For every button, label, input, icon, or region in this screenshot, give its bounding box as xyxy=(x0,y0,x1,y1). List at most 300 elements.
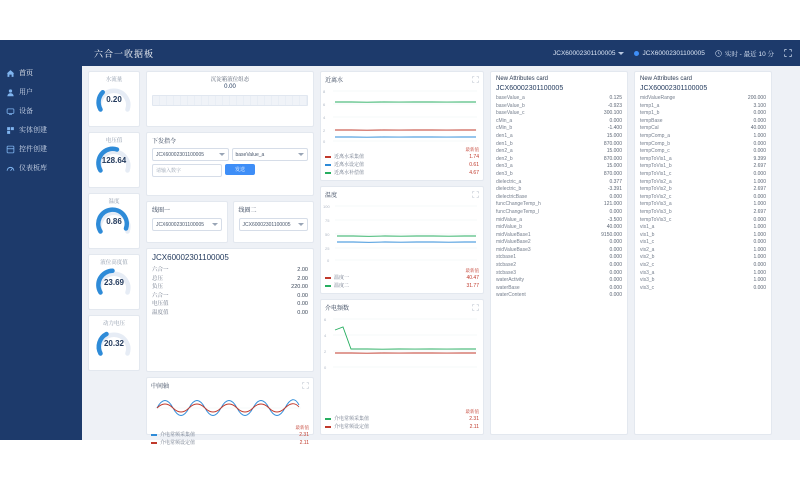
attribute-row xyxy=(640,201,766,209)
attribute-key: vis1_b xyxy=(640,231,655,238)
legend-label: 近离水补偿值 xyxy=(334,170,365,176)
attribute-value: 2.697 xyxy=(753,208,766,215)
legend-item[interactable] xyxy=(151,431,309,439)
chart-card-dielectric xyxy=(320,299,484,435)
attribute-row xyxy=(496,156,622,164)
legend-swatch-icon xyxy=(151,442,157,444)
svg-text:75: 75 xyxy=(325,218,330,223)
detail-row xyxy=(152,292,308,301)
detail-value: 2.00 xyxy=(297,275,308,282)
attribute-value: 121.000 xyxy=(603,201,622,208)
attribute-key: waterActivity xyxy=(496,277,525,284)
chart-plot-near-water xyxy=(321,85,483,147)
attribute-row xyxy=(640,186,766,194)
attribute-value: 3.100 xyxy=(753,102,766,109)
chart-legend-near-water xyxy=(321,147,483,180)
attribute-value: 0.000 xyxy=(753,170,766,177)
command-attribute-select[interactable] xyxy=(232,148,309,161)
device-chip[interactable] xyxy=(634,50,704,57)
expand-icon[interactable] xyxy=(302,382,309,389)
attributes-card-subtitle: JCX60002301100005 xyxy=(496,85,564,92)
fullscreen-icon[interactable] xyxy=(784,49,792,57)
attributes-card-title: New Attributes card xyxy=(640,76,693,82)
attribute-key: vis3_c xyxy=(640,284,655,291)
attribute-key: vis2_c xyxy=(640,262,655,269)
legend-item[interactable] xyxy=(325,161,479,169)
clock-icon xyxy=(715,50,722,57)
attribute-key: midValue_b xyxy=(496,224,523,231)
sidebar xyxy=(0,40,82,440)
attribute-value: 1.000 xyxy=(753,269,766,276)
attribute-key: dielectricBase xyxy=(496,193,528,200)
attribute-key: midValueBase3 xyxy=(496,246,531,253)
chart-plot-sine xyxy=(147,391,313,425)
attribute-row xyxy=(496,262,622,270)
command-value-input[interactable]: 请输入数字 xyxy=(152,164,222,177)
sidebar-item-dashboard[interactable] xyxy=(0,159,82,178)
attribute-key: tempToVis1_c xyxy=(640,170,672,177)
attributes-column-1 xyxy=(490,71,628,435)
attribute-key: baseValue_b xyxy=(496,102,525,109)
attribute-value: 0.000 xyxy=(609,269,622,276)
chart-title: 温度 xyxy=(325,193,338,199)
legend-label: 温度二 xyxy=(334,283,350,289)
attribute-row xyxy=(640,194,766,202)
attribute-row xyxy=(640,217,766,225)
attribute-key: tempToVis2_c xyxy=(640,193,672,200)
legend-label: 介电常频设定值 xyxy=(334,424,370,430)
attribute-key: tempComp_a xyxy=(640,132,671,139)
command-card xyxy=(146,132,314,196)
legend-item[interactable] xyxy=(151,439,309,447)
attribute-key: tempComp_c xyxy=(640,148,670,155)
attribute-value: 0.000 xyxy=(753,239,766,246)
attribute-row xyxy=(640,156,766,164)
chevron-down-icon xyxy=(212,223,218,226)
attribute-value: 870.000 xyxy=(603,170,622,177)
attribute-row xyxy=(496,163,622,171)
legend-swatch-icon xyxy=(151,434,157,436)
attribute-row xyxy=(496,186,622,194)
gauge-value: 128.64 xyxy=(101,156,127,165)
legend-label: 近离水采集值 xyxy=(334,154,365,160)
attributes-card-2 xyxy=(634,71,772,435)
attribute-row xyxy=(640,247,766,255)
attribute-row xyxy=(496,270,622,278)
legend-value: 0.61 xyxy=(469,162,479,168)
coil-2-select[interactable] xyxy=(239,218,309,231)
attribute-value: -3.391 xyxy=(607,186,622,193)
attribute-value: 0.000 xyxy=(753,110,766,117)
svg-text:0: 0 xyxy=(323,139,326,144)
attribute-key: tempBase xyxy=(640,117,663,124)
gauge-ring xyxy=(95,145,133,175)
attribute-key: tempToVis1_a xyxy=(640,155,672,162)
gauge-value: 0.86 xyxy=(106,217,122,226)
topbar xyxy=(82,40,800,66)
send-command-button[interactable]: 发送 xyxy=(225,164,255,175)
attribute-key: vis1_a xyxy=(640,224,655,231)
sidebar-label: 用户 xyxy=(19,89,33,96)
detail-row xyxy=(152,266,308,275)
svg-text:8: 8 xyxy=(323,89,326,94)
detail-value: 2.00 xyxy=(297,267,308,273)
attribute-key: funcChangeTemp_h xyxy=(496,201,541,208)
device-detail-title: JCX60002301100005 xyxy=(152,253,229,262)
sidebar-label: 仪表板库 xyxy=(19,165,47,172)
attribute-row xyxy=(640,95,766,103)
attribute-key: baseValue_a xyxy=(496,95,525,101)
attribute-value: 870.000 xyxy=(603,140,622,147)
attribute-key: stcbase1 xyxy=(496,254,517,261)
chart-header xyxy=(147,378,313,391)
attribute-key: tempCal xyxy=(640,125,659,132)
attribute-row xyxy=(496,217,622,225)
legend-swatch-icon xyxy=(325,418,331,420)
gauge-card-water-flow xyxy=(88,71,140,127)
detail-value: 0.00 xyxy=(297,301,308,307)
device-select[interactable] xyxy=(553,50,624,57)
sidebar-item-widget[interactable] xyxy=(0,140,82,159)
sidebar-label: 设备 xyxy=(19,108,33,115)
attribute-value: 0.000 xyxy=(609,246,622,253)
gauge-label: 电压值 xyxy=(105,138,123,144)
legend-header: 最新值 xyxy=(295,425,309,430)
attribute-key: midValueBase1 xyxy=(496,231,531,238)
chart-legend-sine xyxy=(147,425,313,450)
attribute-value: 0.000 xyxy=(753,193,766,200)
attribute-row xyxy=(496,239,622,247)
dashboard-app xyxy=(0,40,800,446)
attribute-value: 0.000 xyxy=(609,117,622,124)
svg-text:25: 25 xyxy=(325,246,330,251)
attribute-row xyxy=(640,254,766,262)
attribute-row xyxy=(496,247,622,255)
svg-text:4: 4 xyxy=(324,333,327,338)
attributes-card-1 xyxy=(490,71,628,435)
sidebar-label: 首页 xyxy=(19,70,33,77)
chevron-down-icon xyxy=(618,52,624,55)
attribute-value: 15.000 xyxy=(606,132,622,139)
card-title: 线圈二 xyxy=(238,208,257,214)
command-device-select[interactable] xyxy=(152,148,229,161)
attribute-key: tempToVis2_b xyxy=(640,186,672,193)
dashboard-board xyxy=(82,66,800,446)
legend-swatch-icon xyxy=(325,156,331,158)
gauge-value: 20.32 xyxy=(103,339,125,348)
expand-icon[interactable] xyxy=(472,76,479,83)
attribute-key: den2_a xyxy=(496,148,513,155)
detail-key: 六合一 xyxy=(152,292,169,299)
gauge-card-voltage xyxy=(88,132,140,188)
attribute-row xyxy=(640,141,766,149)
attribute-row xyxy=(640,103,766,111)
chart-column xyxy=(320,71,484,435)
legend-label: 近离水设定值 xyxy=(334,162,365,168)
svg-text:2: 2 xyxy=(324,349,327,354)
attribute-key: den1_b xyxy=(496,140,513,147)
attribute-row xyxy=(640,133,766,141)
chart-card-temperature xyxy=(320,186,484,294)
attribute-key: tempComp_b xyxy=(640,140,671,147)
legend-value: 2.31 xyxy=(469,416,479,422)
attribute-row xyxy=(496,194,622,202)
legend-item[interactable] xyxy=(325,282,479,290)
attribute-row xyxy=(496,148,622,156)
sediment-level-card xyxy=(146,71,314,127)
legend-value: 1.74 xyxy=(469,154,479,160)
attributes-card-title: New Attributes card xyxy=(496,76,549,82)
detail-key: 总压 xyxy=(152,275,164,282)
device-detail-card xyxy=(146,248,314,372)
attribute-value: 0.000 xyxy=(753,262,766,269)
attribute-row xyxy=(640,179,766,187)
attribute-value: 0.000 xyxy=(609,239,622,246)
detail-key: 六合一 xyxy=(152,267,169,273)
attribute-value: 9150.000 xyxy=(601,231,622,238)
expand-icon[interactable] xyxy=(472,304,479,311)
chevron-down-icon xyxy=(298,223,304,226)
attribute-key: midValueBase2 xyxy=(496,239,531,246)
attribute-key: tempToVis1_b xyxy=(640,163,672,170)
attribute-row xyxy=(496,232,622,240)
gauge-label: 液位高度值 xyxy=(100,260,128,266)
board-columns xyxy=(88,71,794,446)
attribute-key: cMin_a xyxy=(496,117,513,124)
sidebar-item-device[interactable] xyxy=(0,102,82,121)
legend-item[interactable] xyxy=(325,153,479,161)
attribute-key: stcbase3 xyxy=(496,269,517,276)
legend-value: 2.31 xyxy=(299,432,309,438)
attribute-value: 0.000 xyxy=(609,254,622,261)
detail-row xyxy=(152,300,308,309)
legend-label: 介电常频采集值 xyxy=(160,432,196,438)
time-range-selector[interactable] xyxy=(715,49,774,58)
attribute-row xyxy=(640,171,766,179)
attribute-value: 40.000 xyxy=(750,125,766,132)
dashboard-icon xyxy=(6,164,15,173)
attribute-row xyxy=(496,125,622,133)
attribute-value: -3.500 xyxy=(607,216,622,223)
gauge-column xyxy=(88,71,140,435)
attribute-value: 1.000 xyxy=(753,246,766,253)
attribute-value: -0.923 xyxy=(607,102,622,109)
attribute-value: 1.000 xyxy=(753,231,766,238)
attribute-key: waterBase xyxy=(496,284,520,291)
svg-text:6: 6 xyxy=(324,317,327,322)
attribute-row xyxy=(640,270,766,278)
chart-header xyxy=(321,72,483,85)
attribute-row xyxy=(640,262,766,270)
attribute-row xyxy=(496,118,622,126)
svg-text:6: 6 xyxy=(323,102,326,107)
legend-item[interactable] xyxy=(325,415,479,423)
attribute-key: tempToVis3_c xyxy=(640,216,672,223)
attribute-key: temp1_b xyxy=(640,110,660,117)
sidebar-label: 实体创建 xyxy=(19,127,47,134)
attribute-value: 0.000 xyxy=(753,284,766,291)
gauge-label: 动力电压 xyxy=(102,321,125,327)
legend-header: 最新值 xyxy=(465,147,479,152)
home-icon xyxy=(6,69,15,78)
detail-row xyxy=(152,309,308,318)
attribute-row xyxy=(496,224,622,232)
detail-key: 电压值 xyxy=(152,301,169,307)
sidebar-item-entity[interactable] xyxy=(0,121,82,140)
chart-title: 中间轴 xyxy=(151,384,170,390)
gauge-label: 水流量 xyxy=(105,77,123,83)
card-value: 0.00 xyxy=(224,84,236,90)
attribute-key: den1_a xyxy=(496,132,513,139)
legend-value: 4.67 xyxy=(469,170,479,176)
attribute-row xyxy=(640,239,766,247)
detail-key: 温度值 xyxy=(152,309,169,316)
svg-text:0: 0 xyxy=(327,258,330,263)
svg-text:50: 50 xyxy=(325,232,330,237)
card-title: 下发指令 xyxy=(152,139,177,145)
gauge-card-power-voltage xyxy=(88,315,140,371)
chart-card-near-water xyxy=(320,71,484,181)
attribute-row xyxy=(496,133,622,141)
sidebar-item-home[interactable] xyxy=(0,64,82,83)
attributes-list-2 xyxy=(640,95,766,292)
attribute-key: vis3_b xyxy=(640,277,655,284)
device-icon xyxy=(6,107,15,116)
chart-plot-temperature xyxy=(321,200,483,268)
attribute-row xyxy=(496,254,622,262)
legend-swatch-icon xyxy=(325,426,331,428)
entity-icon xyxy=(6,126,15,135)
attribute-key: vis2_a xyxy=(640,246,655,253)
page-title: 六合一收据板 xyxy=(94,48,155,59)
attribute-value: 1.000 xyxy=(753,254,766,261)
coil-cards xyxy=(146,201,314,243)
attribute-row xyxy=(496,209,622,217)
attribute-key: dielectric_b xyxy=(496,186,522,193)
legend-value: 2.11 xyxy=(299,440,309,446)
attribute-value: 0.000 xyxy=(753,117,766,124)
command-attribute-value: baseValue_a xyxy=(235,151,265,158)
attribute-row xyxy=(640,232,766,240)
device-select-value: JCX60002301100005 xyxy=(553,49,616,57)
gauge-card-temperature xyxy=(88,193,140,249)
attribute-key: waterContent xyxy=(496,292,526,299)
attribute-key: den3_b xyxy=(496,170,513,177)
legend-value: 2.11 xyxy=(469,424,479,430)
attribute-value: 40.000 xyxy=(606,224,622,231)
expand-icon[interactable] xyxy=(472,191,479,198)
coil-card-1 xyxy=(146,201,228,243)
gauge-ring xyxy=(95,84,133,114)
attribute-row xyxy=(640,148,766,156)
attribute-value: 0.377 xyxy=(609,178,622,185)
svg-text:100: 100 xyxy=(323,204,330,209)
legend-label: 介电常频设定值 xyxy=(160,440,196,446)
detail-row xyxy=(152,283,308,292)
command-device-value: JCX60002301100005 xyxy=(156,151,205,158)
attribute-value: 2.697 xyxy=(753,163,766,170)
card-title: 线圈一 xyxy=(152,208,171,214)
level-bar xyxy=(152,95,308,106)
chart-title: 介电频数 xyxy=(325,306,350,312)
attribute-key: vis1_c xyxy=(640,239,655,246)
legend-swatch-icon xyxy=(325,285,331,287)
attribute-row xyxy=(496,95,622,103)
svg-text:4: 4 xyxy=(323,115,326,120)
attribute-value: 0.000 xyxy=(609,208,622,215)
attribute-row xyxy=(640,118,766,126)
attribute-value: 0.000 xyxy=(609,277,622,284)
user-icon xyxy=(6,88,15,97)
coil-2-value: JCX60002301100005 xyxy=(242,221,291,228)
legend-swatch-icon xyxy=(325,277,331,279)
status-dot-icon xyxy=(634,51,639,56)
legend-swatch-icon xyxy=(325,172,331,174)
attribute-key: vis3_a xyxy=(640,269,655,276)
gauge-card-level xyxy=(88,254,140,310)
coil-1-value: JCX60002301100005 xyxy=(156,221,205,228)
attribute-value: 1.000 xyxy=(753,178,766,185)
attribute-row xyxy=(640,163,766,171)
attribute-value: 0.000 xyxy=(609,193,622,200)
legend-item[interactable] xyxy=(325,423,479,431)
attribute-key: dielectric_a xyxy=(496,178,522,185)
attribute-row xyxy=(640,209,766,217)
attribute-row xyxy=(496,110,622,118)
attribute-value: 200.000 xyxy=(747,95,766,101)
svg-text:0: 0 xyxy=(324,365,327,370)
chart-card-sine xyxy=(146,377,314,446)
attribute-row xyxy=(496,292,622,300)
attribute-value: 300.100 xyxy=(603,110,622,117)
gauge-ring xyxy=(95,267,133,297)
attribute-key: funcChangeTemp_l xyxy=(496,208,540,215)
chart-header xyxy=(321,187,483,200)
attribute-value: 1.000 xyxy=(753,277,766,284)
attribute-value: 0.000 xyxy=(609,262,622,269)
sidebar-item-user[interactable] xyxy=(0,83,82,102)
attribute-row xyxy=(640,125,766,133)
attributes-list-1 xyxy=(496,95,622,300)
attribute-value: 0.000 xyxy=(753,216,766,223)
legend-label: 温度一 xyxy=(334,275,350,281)
attributes-card-subtitle: JCX60002301100005 xyxy=(640,85,708,92)
attribute-value: 15.000 xyxy=(606,163,622,170)
svg-text:2: 2 xyxy=(323,128,326,133)
attribute-row xyxy=(496,179,622,187)
legend-item[interactable] xyxy=(325,169,479,177)
attribute-row xyxy=(640,285,766,293)
attribute-value: 9.399 xyxy=(753,155,766,162)
legend-value: 31.77 xyxy=(466,283,479,289)
attribute-value: 0.000 xyxy=(753,140,766,147)
legend-item[interactable] xyxy=(325,274,479,282)
command-input-row xyxy=(152,164,308,177)
command-select-row xyxy=(152,148,308,161)
attribute-key: baseValue_c xyxy=(496,110,525,117)
attribute-row xyxy=(640,110,766,118)
attribute-value: 0.000 xyxy=(753,148,766,155)
coil-1-select[interactable] xyxy=(152,218,222,231)
attribute-key: den2_b xyxy=(496,155,513,162)
gauge-ring xyxy=(95,206,133,236)
detail-key: 负压 xyxy=(152,284,164,290)
gauge-ring xyxy=(95,328,133,358)
attribute-value: 870.000 xyxy=(603,155,622,162)
attribute-value: 1.000 xyxy=(753,224,766,231)
gauge-value: 23.69 xyxy=(103,278,125,287)
attribute-key: tempToVis2_a xyxy=(640,178,672,185)
